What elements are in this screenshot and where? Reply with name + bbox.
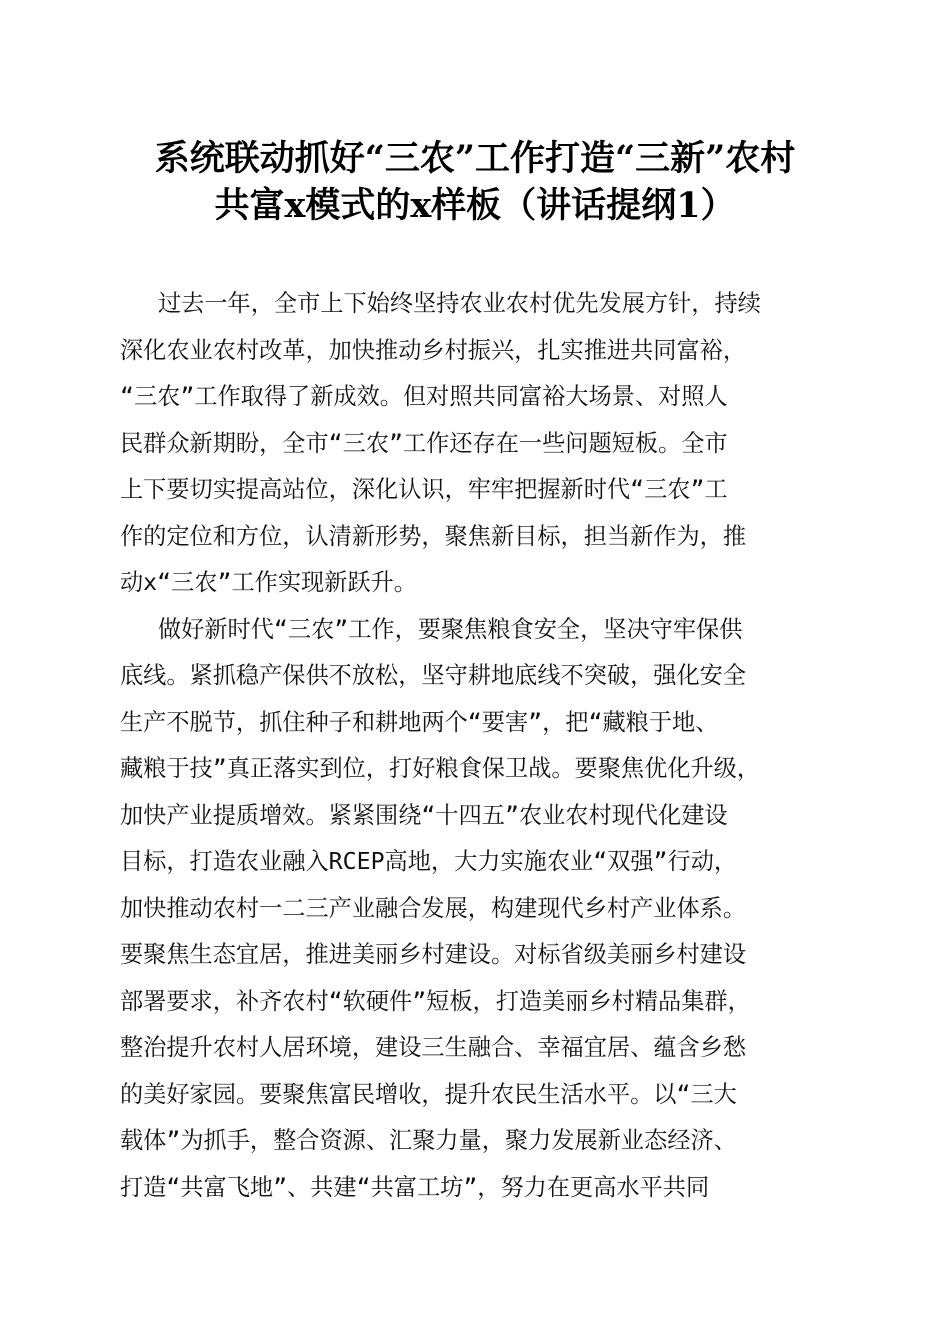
text-line: 载体”为抓手，整合资源、汇聚力量，聚力发展新业态经济、	[120, 1127, 737, 1154]
document-body	[120, 281, 828, 1211]
text-line: 底线。紧抓稳产保供不放松，坚守耕地底线不突破，强化安全	[120, 662, 747, 689]
text-line: 上下要切实提高站位，深化认识，牢牢把握新时代“三农”工	[120, 476, 728, 503]
paragraph-2	[120, 607, 828, 1212]
text-line: 加快推动农村一二三产业融合发展，构建现代乡村产业体系。	[120, 894, 747, 922]
text-line: 部署要求，补齐农村“软硬件”短板，打造美丽乡村精品集群，	[120, 987, 751, 1015]
text-line: 过去一年，全市上下始终坚持农业农村优先发展方针，持续	[158, 290, 761, 317]
text-line: 动x“三农”工作实现新跃升。	[120, 569, 417, 596]
text-line: “三农”工作取得了新成效。但对照共同富裕大场景、对照人	[120, 383, 728, 410]
text-line: 民群众新期盼，全市“三农”工作还存在一些问题短板。全市	[120, 429, 728, 457]
text-line: 要聚焦生态宜居，推进美丽乡村建设。对标省级美丽乡村建设	[120, 941, 747, 968]
text-line: 做好新时代“三农”工作，要聚焦粮食安全，坚决守牢保供	[158, 615, 743, 643]
text-line: 目标，打造农业融入RCEP高地，大力实施农业“双强”行动，	[120, 848, 738, 875]
text-line: 藏粮于技”真正落实到位，打好粮食保卫战。要聚焦优化升级，	[120, 755, 761, 782]
text-line: 打造“共富飞地”、共建“共富工坊”，努力在更高水平共同	[120, 1173, 710, 1201]
text-line: 的美好家园。要聚焦富民增收，提升农民生活水平。以“三大	[120, 1080, 737, 1108]
document-title	[100, 135, 850, 229]
title-line-2: 共富x模式的x样板（讲话提纲1）	[214, 185, 736, 226]
text-line: 深化农业农村改革，加快推动乡村振兴，扎实推进共同富裕，	[120, 336, 747, 364]
text-line: 作的定位和方位，认清新形势，聚焦新目标，担当新作为，推	[120, 522, 747, 550]
paragraph-1	[120, 281, 828, 607]
text-line: 加快产业提质增效。紧紧围绕“十四五”农业农村现代化建设	[120, 801, 728, 829]
title-line-1: 系统联动抓好“三农”工作打造“三新”农村	[154, 138, 796, 179]
text-line: 整治提升农村人居环境，建设三生融合、幸福宜居、蕴含乡愁	[120, 1034, 747, 1061]
text-line: 生产不脱节，抓住种子和耕地两个“要害”，把“藏粮于地、	[120, 708, 719, 736]
